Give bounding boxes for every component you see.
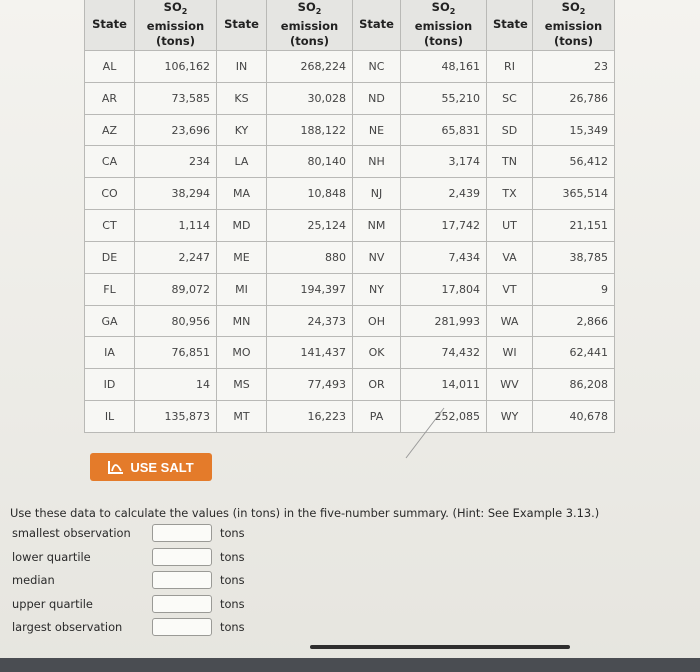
emission-cell: 188,122 (267, 114, 353, 146)
emission-cell: 3,174 (401, 146, 487, 178)
unit-label: tons (220, 549, 245, 564)
instruction-text: Use these data to calculate the values (in tons) in the five-number summary. (Hint: See Example 3.13.) (10, 506, 600, 520)
state-cell: WA (487, 305, 533, 337)
unit-label: tons (220, 620, 245, 634)
pen-mark (404, 400, 464, 460)
state-cell: TX (487, 178, 533, 210)
table-row (85, 241, 615, 273)
state-cell: GA (85, 305, 135, 337)
emission-cell: 252,085 (401, 401, 487, 433)
state-cell: SC (487, 82, 533, 114)
emission-cell: 880 (267, 241, 353, 273)
state-cell: AR (85, 82, 135, 114)
emission-cell: 74,432 (401, 337, 487, 369)
emission-cell: 17,804 (401, 273, 487, 305)
emission-cell: 77,493 (267, 369, 353, 401)
state-cell: FL (85, 273, 135, 305)
emission-cell: 38,294 (135, 178, 217, 210)
so2-column-header: $SO_2$ emission (tons) (135, 0, 217, 51)
state-cell: CT (85, 210, 135, 242)
unit-label: tons (220, 596, 245, 611)
state-cell: PA (353, 401, 401, 433)
upper-quartile-row (12, 595, 312, 615)
table-row (85, 51, 615, 83)
state-cell: NY (353, 273, 401, 305)
state-cell: MD (217, 210, 267, 242)
emission-cell: 135,873 (135, 401, 217, 433)
emission-cell: 10,848 (267, 178, 353, 210)
table-row (85, 305, 615, 337)
state-cell: NE (353, 114, 401, 146)
emission-cell: 106,162 (135, 51, 217, 83)
state-column-header: State (85, 0, 135, 51)
state-cell: CA (85, 146, 135, 178)
state-cell: NV (353, 241, 401, 273)
lower-quartile-row (12, 548, 312, 568)
state-cell: LA (217, 146, 267, 178)
so2-emissions-table (84, 0, 615, 433)
median-input[interactable] (152, 571, 212, 589)
state-cell: NC (353, 51, 401, 83)
upper-quartile-label: upper quartile (12, 596, 93, 611)
emission-cell: 30,028 (267, 82, 353, 114)
table-row (85, 146, 615, 178)
state-cell: VA (487, 241, 533, 273)
table-row (85, 114, 615, 146)
salt-chart-icon (108, 460, 124, 474)
state-cell: AL (85, 51, 135, 83)
emission-cell: 23,696 (135, 114, 217, 146)
emission-cell: 2,247 (135, 241, 217, 273)
state-cell: DE (85, 241, 135, 273)
emission-cell: 25,124 (267, 210, 353, 242)
unit-label: tons (220, 526, 245, 540)
state-cell: ID (85, 369, 135, 401)
state-cell: NH (353, 146, 401, 178)
emission-cell: 23 (533, 51, 615, 83)
upper-quartile-input[interactable] (152, 595, 212, 613)
state-cell: NJ (353, 178, 401, 210)
emission-cell: 26,786 (533, 82, 615, 114)
smallest-observation-row (12, 524, 312, 544)
state-cell: IN (217, 51, 267, 83)
emission-cell: 15,349 (533, 114, 615, 146)
emission-cell: 48,161 (401, 51, 487, 83)
lower-quartile-input[interactable] (152, 548, 212, 566)
emission-cell: 80,956 (135, 305, 217, 337)
median-row (12, 571, 312, 591)
state-cell: IL (85, 401, 135, 433)
emission-cell: 89,072 (135, 273, 217, 305)
table-row (85, 401, 615, 433)
largest-observation-input[interactable] (152, 618, 212, 636)
emission-cell: 80,140 (267, 146, 353, 178)
state-column-header: State (353, 0, 401, 51)
state-cell: MS (217, 369, 267, 401)
emission-cell: 365,514 (533, 178, 615, 210)
emission-cell: 56,412 (533, 146, 615, 178)
state-cell: SD (487, 114, 533, 146)
state-cell: MT (217, 401, 267, 433)
emission-cell: 76,851 (135, 337, 217, 369)
emission-cell: 55,210 (401, 82, 487, 114)
emission-cell: 86,208 (533, 369, 615, 401)
table-row (85, 178, 615, 210)
emission-cell: 38,785 (533, 241, 615, 273)
home-indicator (310, 645, 570, 649)
smallest-observation-input[interactable] (152, 524, 212, 542)
emission-cell: 21,151 (533, 210, 615, 242)
state-cell: IA (85, 337, 135, 369)
state-cell: CO (85, 178, 135, 210)
table-header-row (85, 0, 615, 51)
emission-cell: 16,223 (267, 401, 353, 433)
table-row (85, 210, 615, 242)
emission-cell: 17,742 (401, 210, 487, 242)
state-cell: WI (487, 337, 533, 369)
state-cell: MN (217, 305, 267, 337)
state-cell: TN (487, 146, 533, 178)
state-cell: MI (217, 273, 267, 305)
emission-cell: 281,993 (401, 305, 487, 337)
state-cell: OK (353, 337, 401, 369)
state-cell: KS (217, 82, 267, 114)
state-cell: UT (487, 210, 533, 242)
state-cell: WV (487, 369, 533, 401)
so2-column-header: $SO_2$ emission (tons) (267, 0, 353, 51)
state-column-header: State (217, 0, 267, 51)
median-label: median (12, 573, 55, 587)
largest-observation-row (12, 618, 312, 638)
state-cell: KY (217, 114, 267, 146)
so2-column-header: $SO_2$ emission (tons) (533, 0, 615, 51)
table-row (85, 82, 615, 114)
state-cell: WY (487, 401, 533, 433)
state-cell: ME (217, 241, 267, 273)
emission-cell: 2,439 (401, 178, 487, 210)
table-row (85, 337, 615, 369)
so2-column-header: $SO_2$ emission (tons) (401, 0, 487, 51)
emission-cell: 65,831 (401, 114, 487, 146)
state-cell: OH (353, 305, 401, 337)
use-salt-button[interactable] (90, 453, 212, 481)
smallest-observation-label: smallest observation (12, 526, 131, 540)
emission-cell: 9 (533, 273, 615, 305)
state-cell: RI (487, 51, 533, 83)
emission-cell: 7,434 (401, 241, 487, 273)
bottom-bar (0, 658, 700, 672)
largest-observation-label: largest observation (12, 620, 123, 634)
emission-cell: 1,114 (135, 210, 217, 242)
table-row (85, 273, 615, 305)
emission-cell: 24,373 (267, 305, 353, 337)
state-cell: OR (353, 369, 401, 401)
state-cell: ND (353, 82, 401, 114)
emission-cell: 62,441 (533, 337, 615, 369)
emission-cell: 73,585 (135, 82, 217, 114)
emission-cell: 14,011 (401, 369, 487, 401)
state-cell: NM (353, 210, 401, 242)
emission-cell: 194,397 (267, 273, 353, 305)
state-cell: VT (487, 273, 533, 305)
lower-quartile-label: lower quartile (12, 549, 91, 564)
use-salt-label: USE SALT (130, 459, 194, 475)
emission-cell: 268,224 (267, 51, 353, 83)
emission-cell: 141,437 (267, 337, 353, 369)
emission-cell: 234 (135, 146, 217, 178)
state-cell: MA (217, 178, 267, 210)
emission-cell: 14 (135, 369, 217, 401)
state-cell: MO (217, 337, 267, 369)
state-cell: AZ (85, 114, 135, 146)
table-row (85, 369, 615, 401)
unit-label: tons (220, 573, 245, 587)
emission-cell: 40,678 (533, 401, 615, 433)
emission-cell: 2,866 (533, 305, 615, 337)
state-column-header: State (487, 0, 533, 51)
